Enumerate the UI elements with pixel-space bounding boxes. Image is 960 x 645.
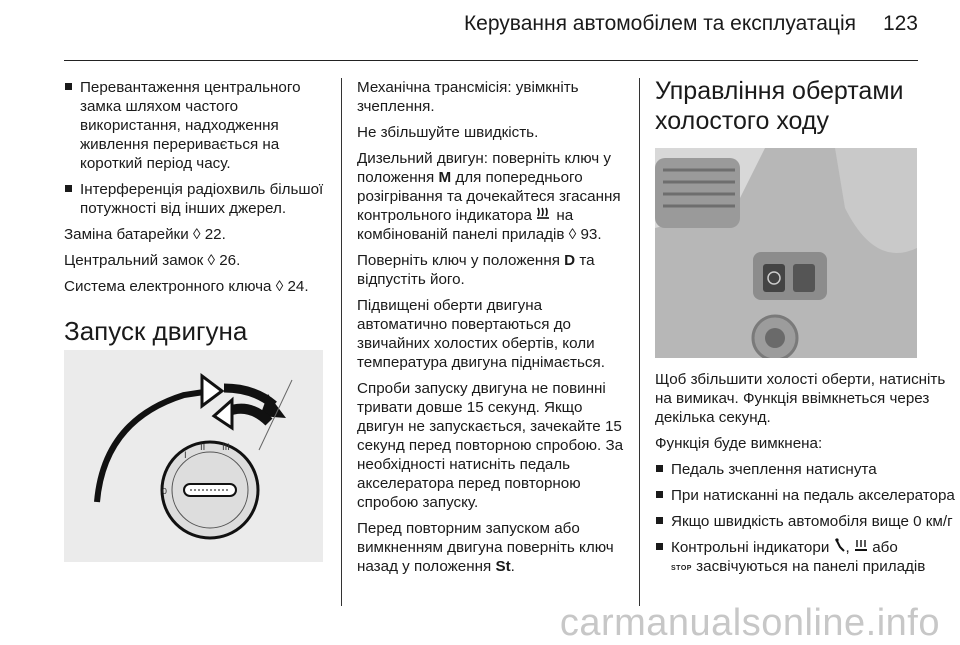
paragraph: Функція буде вимкнена: xyxy=(655,435,823,452)
section-heading: Управління обертами холостого ходу xyxy=(655,77,904,135)
ignition-key-figure xyxy=(64,350,323,562)
idle-switch-photo xyxy=(655,148,917,358)
cross-reference[interactable]: Заміна батарейки ◊ 22. xyxy=(64,226,226,243)
paragraph: Не збільшуйте швидкість. xyxy=(357,124,539,141)
page-number: 123 xyxy=(882,12,918,35)
svg-text:II: II xyxy=(200,443,206,453)
list-item: Якщо швидкість автомобіля вище 0 км/г xyxy=(655,512,955,531)
svg-text:0: 0 xyxy=(162,487,168,496)
section-heading: Запуск двигуна xyxy=(64,316,248,346)
paragraph: Поверніть ключ у положення D та відпустіть його. xyxy=(357,252,595,288)
cross-reference[interactable]: Система електронного ключа ◊ 24. xyxy=(64,278,309,295)
paragraph: Дизельний двигун: поверніть ключ у положення M для попереднього розігрівання та дочекайтеся згасання контрольного індикатора на комбінованій панелі приладів ◊ 93. xyxy=(357,150,621,243)
left-column xyxy=(64,78,334,360)
svg-text:I: I xyxy=(184,451,187,461)
glow-plug-icon xyxy=(536,206,552,225)
right-column xyxy=(655,78,955,585)
middle-column xyxy=(357,78,632,583)
list-item: Контрольні індикатори , або STOP засвічуються на панелі приладів xyxy=(655,538,955,578)
paragraph: Щоб збільшити холості оберти, натисніть на вимикач. Функція ввімкнеться через декілька секунд. xyxy=(655,371,946,426)
clutch-icon xyxy=(834,538,846,557)
column-divider-2 xyxy=(639,78,640,606)
stop-start-icon: STOP xyxy=(671,565,692,572)
paragraph: Спроби запуску двигуна не повинні тривати довше 15 секунд. Якщо двигун не запускається, зачекайте 15 секунд перед повторною спробою. За необхідності натисніть педаль акселератора перед повторною спробою запуску. xyxy=(357,380,624,511)
header-divider xyxy=(64,60,918,61)
list-item: Інтерференція радіохвиль більшої потужності від інших джерел. xyxy=(64,180,334,218)
watermark: carmanualsonline.info xyxy=(559,602,940,644)
paragraph: Перед повторним запуском або вимкненням двигуна поверніть ключ назад у положення St. xyxy=(357,520,614,575)
page-header-title: Керування автомобілем та експлуатація xyxy=(463,12,856,35)
paragraph: Підвищені оберти двигуна автоматично повертаються до звичайних холостих обертів, коли температура двигуна піднімається. xyxy=(357,297,605,371)
list-item: Перевантаження центрального замка шляхом частого використання, надходження живлення переривається на короткий період часу. xyxy=(64,78,334,173)
svg-text:III: III xyxy=(222,443,230,453)
cross-reference[interactable]: Центральний замок ◊ 26. xyxy=(64,252,241,269)
list-item: При натисканні на педаль акселератора xyxy=(655,486,955,505)
ac-icon xyxy=(854,538,868,557)
list-item: Педаль зчеплення натиснута xyxy=(655,460,955,479)
column-divider-1 xyxy=(341,78,342,606)
paragraph: Механічна трансмісія: увімкніть зчеплення. xyxy=(357,79,579,115)
